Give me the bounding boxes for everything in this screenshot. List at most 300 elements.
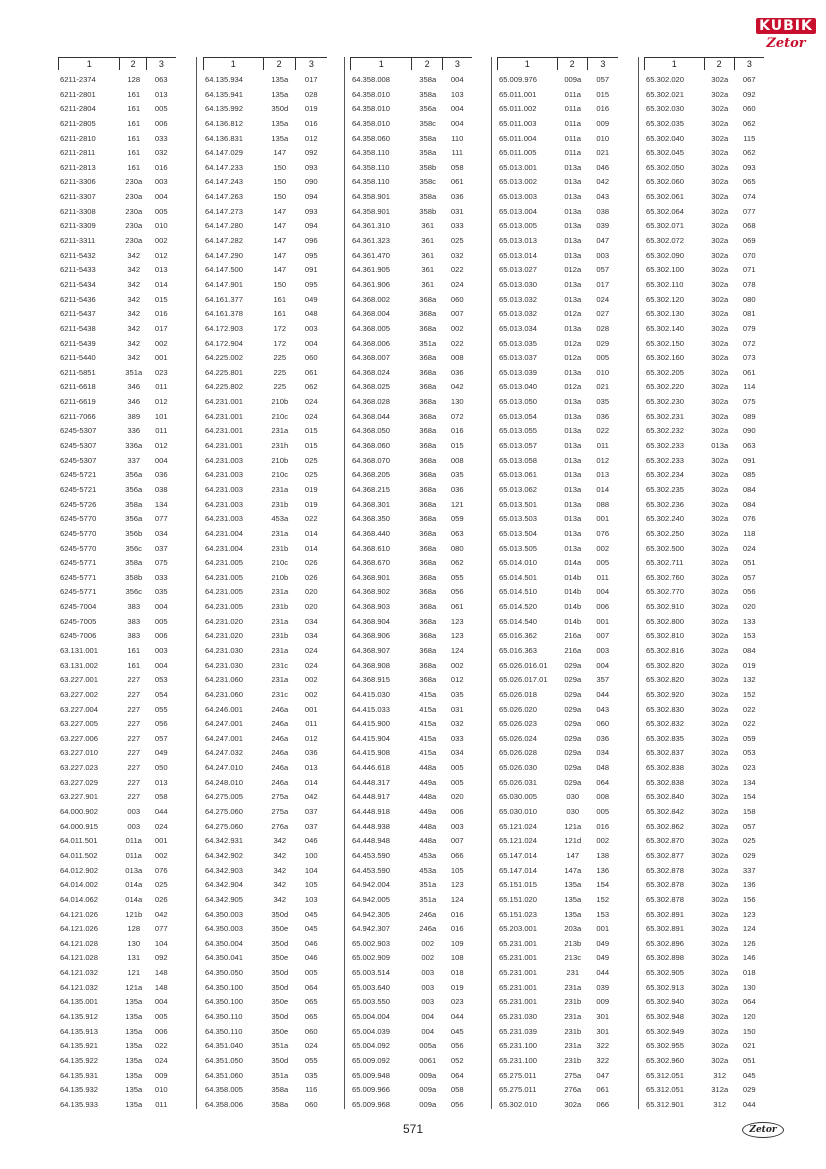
- part-number: 65.231.001: [499, 938, 538, 948]
- part-number: 65.013.003: [499, 192, 538, 202]
- part-number: 64.358.005: [205, 1085, 244, 1095]
- figure-number: 013a: [564, 279, 582, 289]
- table-row: [644, 117, 764, 132]
- part-number: 64.247.010: [205, 763, 244, 773]
- table-row: [58, 322, 176, 337]
- table-row: [203, 219, 327, 234]
- figure-number: 358a: [419, 192, 437, 202]
- figure-number: 147: [273, 236, 287, 246]
- figure-number: 302a: [711, 367, 729, 377]
- position-number: 146: [742, 953, 756, 963]
- figure-number: 131: [127, 953, 141, 963]
- position-number: 005: [596, 353, 610, 363]
- position-number: 021: [596, 382, 610, 392]
- figure-number: 342: [127, 265, 141, 275]
- table-row: [350, 966, 472, 981]
- figure-number: 014a: [564, 558, 582, 568]
- table-row: [203, 102, 327, 117]
- part-number: 65.013.057: [499, 441, 538, 451]
- header-cell: 3: [158, 59, 164, 69]
- position-number: 100: [304, 850, 318, 860]
- figure-number: 302a: [711, 118, 729, 128]
- table-row: [350, 1054, 472, 1069]
- position-number: 057: [596, 265, 610, 275]
- table-row: [350, 790, 472, 805]
- part-number: 65.026.023: [499, 719, 538, 729]
- part-number: 65.231.001: [499, 953, 538, 963]
- header-cell: 2: [705, 58, 735, 70]
- figure-number: 230a: [125, 236, 143, 246]
- part-number: 65.302.233: [646, 455, 685, 465]
- table-row: [497, 922, 618, 937]
- figure-number: 302a: [711, 148, 729, 158]
- figure-number: 013a: [564, 323, 582, 333]
- table-row: [203, 498, 327, 513]
- table-row: [58, 585, 176, 600]
- figure-number: 147a: [564, 865, 582, 875]
- figure-number: 013a: [564, 426, 582, 436]
- figure-number: 368a: [419, 660, 437, 670]
- figure-number: 135a: [125, 1070, 143, 1080]
- figure-number: 013a: [564, 177, 582, 187]
- position-number: 092: [154, 953, 168, 963]
- table-row: [497, 966, 618, 981]
- position-number: 060: [596, 719, 610, 729]
- figure-number: 368a: [419, 675, 437, 685]
- position-number: 058: [450, 162, 464, 172]
- table-row: [350, 146, 472, 161]
- part-number: 63.227.006: [60, 733, 99, 743]
- figure-number: 013a: [564, 441, 582, 451]
- part-number: 64.121.028: [60, 953, 99, 963]
- figure-number: 227: [127, 792, 141, 802]
- table-row: [350, 337, 472, 352]
- part-number: 64.246.001: [205, 704, 244, 714]
- table-row: [644, 410, 764, 425]
- part-number: 64.231.001: [205, 411, 244, 421]
- figure-number: 389: [127, 411, 141, 421]
- figure-number: 135a: [125, 1012, 143, 1021]
- position-number: 009: [596, 997, 610, 1007]
- table-row: [58, 1083, 176, 1098]
- position-number: 053: [154, 675, 168, 685]
- figure-number: 003: [127, 807, 141, 817]
- table-row: [58, 688, 176, 703]
- position-number: 020: [742, 602, 756, 612]
- figure-number: 231b: [564, 1026, 582, 1036]
- position-number: 004: [596, 587, 610, 597]
- table-row: [644, 102, 764, 117]
- table-row: [58, 1039, 176, 1054]
- figure-number: 002: [421, 938, 435, 948]
- figure-number: 231a: [564, 1041, 582, 1051]
- position-number: 060: [742, 104, 756, 114]
- position-number: 022: [742, 704, 756, 714]
- table-row: [58, 278, 176, 293]
- part-number: 65.013.030: [499, 279, 538, 289]
- table-row: [350, 732, 472, 747]
- position-number: 014: [304, 528, 318, 538]
- figure-number: 135a: [271, 118, 289, 128]
- figure-number: 368a: [419, 397, 437, 407]
- part-number: 65.302.010: [499, 1099, 538, 1109]
- figure-number: 302a: [711, 265, 729, 275]
- part-number: 65.302.020: [646, 75, 685, 84]
- figure-number: 312: [713, 1070, 727, 1080]
- table-row: [644, 351, 764, 366]
- table-row: [497, 864, 618, 879]
- position-number: 056: [450, 1041, 464, 1051]
- figure-number: 231h: [271, 441, 289, 451]
- position-number: 076: [742, 514, 756, 524]
- table-row: [203, 1054, 327, 1069]
- table-row: [350, 161, 472, 176]
- figure-number: 356a: [419, 104, 437, 114]
- table-row: [644, 1010, 764, 1025]
- position-number: 003: [596, 250, 610, 260]
- table-row: [644, 366, 764, 381]
- figure-number: 302a: [711, 836, 729, 846]
- part-number: 65.302.832: [646, 719, 685, 729]
- position-number: 022: [596, 426, 610, 436]
- figure-number: 231c: [271, 689, 288, 699]
- position-number: 091: [742, 455, 756, 465]
- figure-number: 358a: [419, 75, 437, 84]
- figure-number: 350e: [271, 924, 289, 934]
- table-row: [350, 234, 472, 249]
- figure-number: 135a: [564, 880, 582, 890]
- part-number: 64.135.913: [60, 1026, 99, 1036]
- table-row: [350, 688, 472, 703]
- table-row: [203, 424, 327, 439]
- figure-number: 302a: [711, 1041, 729, 1051]
- figure-number: 302a: [711, 733, 729, 743]
- position-number: 002: [304, 689, 318, 699]
- part-number: 64.147.282: [205, 236, 244, 246]
- figure-number: 302a: [711, 938, 729, 948]
- position-number: 060: [450, 294, 464, 304]
- part-number: 65.302.877: [646, 850, 685, 860]
- part-number: 64.415.030: [352, 689, 391, 699]
- table-row: [203, 951, 327, 966]
- table-row: [644, 395, 764, 410]
- position-number: 011: [155, 426, 168, 436]
- figure-number: 231b: [271, 631, 289, 641]
- figure-number: 368a: [419, 294, 437, 304]
- position-number: 084: [742, 499, 756, 509]
- figure-number: 302a: [711, 294, 729, 304]
- part-number: 65.302.948: [646, 1012, 685, 1021]
- table-row: [350, 1098, 472, 1113]
- part-number: 64.247.001: [205, 733, 244, 743]
- position-number: 024: [304, 660, 318, 670]
- figure-number: 361: [421, 221, 435, 231]
- figure-number: 029a: [564, 733, 582, 743]
- position-number: 104: [154, 938, 168, 948]
- part-number: 64.231.060: [205, 675, 244, 685]
- position-number: 108: [450, 953, 464, 963]
- position-number: 154: [742, 792, 756, 802]
- position-number: 055: [450, 572, 464, 582]
- figure-number: 342: [273, 850, 287, 860]
- figure-number: 368a: [419, 470, 437, 480]
- part-number: 65.302.230: [646, 397, 685, 407]
- figure-number: 172: [273, 323, 287, 333]
- table-row: [497, 161, 618, 176]
- part-number: 64.448.918: [352, 807, 391, 817]
- position-number: 021: [596, 148, 610, 158]
- part-number: 65.231.001: [499, 982, 538, 992]
- figure-number: 0061: [419, 1055, 437, 1065]
- part-number: 65.302.061: [646, 192, 685, 202]
- part-number: 64.361.906: [352, 279, 391, 289]
- table-row: [497, 556, 618, 571]
- table-row: [497, 219, 618, 234]
- figure-number: 004: [421, 1026, 435, 1036]
- table-row: [497, 776, 618, 791]
- header-cell: 2: [558, 58, 588, 70]
- figure-number: 337: [127, 455, 141, 465]
- position-number: 037: [304, 807, 318, 817]
- position-number: 158: [742, 807, 756, 817]
- table-row: [644, 922, 764, 937]
- part-number: 65.003.640: [352, 982, 391, 992]
- table-row: [497, 717, 618, 732]
- position-number: 022: [450, 265, 464, 275]
- part-number: 65.121.024: [499, 836, 538, 846]
- position-number: 090: [742, 426, 756, 436]
- figure-number: 368a: [419, 543, 437, 553]
- table-row: [350, 249, 472, 264]
- table-row: [497, 659, 618, 674]
- table-row: [497, 746, 618, 761]
- part-number: 64.415.908: [352, 748, 391, 758]
- position-number: 002: [304, 675, 318, 685]
- position-number: 096: [304, 236, 318, 246]
- position-number: 011: [596, 572, 609, 582]
- position-number: 072: [742, 338, 756, 348]
- table-row: [203, 454, 327, 469]
- part-number: 64.231.030: [205, 645, 244, 655]
- table-row: [350, 585, 472, 600]
- figure-number: 358c: [419, 118, 436, 128]
- position-number: 045: [304, 909, 318, 919]
- position-number: 133: [742, 616, 756, 626]
- part-number: 65.009.976: [499, 75, 538, 84]
- figure-number: 302a: [564, 1099, 582, 1109]
- table-row: [58, 820, 176, 835]
- part-number: 65.302.949: [646, 1026, 685, 1036]
- part-number: 65.013.061: [499, 470, 538, 480]
- table-row: [644, 322, 764, 337]
- position-number: 026: [154, 894, 168, 904]
- position-number: 062: [450, 558, 464, 568]
- figure-number: 029a: [564, 675, 582, 685]
- part-number: 64.350.003: [205, 924, 244, 934]
- part-number: 64.358.110: [352, 177, 390, 187]
- table-row: [350, 893, 472, 908]
- table-row: [58, 249, 176, 264]
- position-number: 003: [304, 323, 318, 333]
- part-number: 65.302.896: [646, 938, 685, 948]
- figure-number: 448a: [419, 792, 437, 802]
- part-number: 64.172.903: [205, 323, 244, 333]
- position-number: 043: [596, 192, 610, 202]
- part-number: 65.030.010: [499, 807, 538, 817]
- table-row: [644, 951, 764, 966]
- table-row: [350, 673, 472, 688]
- part-number: 65.302.770: [646, 587, 685, 597]
- table-row: [644, 337, 764, 352]
- table-row: [203, 761, 327, 776]
- table-row: [58, 337, 176, 352]
- figure-number: 368a: [419, 411, 437, 421]
- table-row: [350, 600, 472, 615]
- figure-number: 448a: [419, 763, 437, 773]
- position-number: 124: [450, 894, 464, 904]
- figure-number: 147: [273, 250, 287, 260]
- table-row: [644, 556, 764, 571]
- table-row: [58, 293, 176, 308]
- table-row: [497, 278, 618, 293]
- position-number: 033: [450, 221, 464, 231]
- part-number: 65.231.001: [499, 997, 538, 1007]
- part-number: 65.004.004: [352, 1012, 391, 1021]
- part-number: 6211-5438: [60, 323, 96, 333]
- part-number: 65.302.760: [646, 572, 685, 582]
- figure-number: 368a: [419, 426, 437, 436]
- table-row: [497, 395, 618, 410]
- figure-number: 351a: [271, 1070, 289, 1080]
- table-row: [58, 380, 176, 395]
- part-number: 65.302.040: [646, 133, 685, 143]
- position-number: 075: [742, 397, 756, 407]
- table-row: [350, 395, 472, 410]
- position-number: 059: [742, 733, 756, 743]
- position-number: 027: [596, 309, 610, 319]
- table-row: [497, 205, 618, 220]
- table-row: [644, 790, 764, 805]
- figure-number: 230a: [125, 221, 143, 231]
- figure-number: 342: [273, 894, 287, 904]
- position-number: 004: [154, 997, 168, 1007]
- table-row: [497, 88, 618, 103]
- position-number: 012: [450, 675, 464, 685]
- table-row: [350, 380, 472, 395]
- table-row: [350, 922, 472, 937]
- table-row: [497, 1054, 618, 1069]
- figure-number: 231a: [271, 528, 289, 538]
- position-number: 024: [450, 279, 464, 289]
- table-row: [497, 146, 618, 161]
- figure-number: 231a: [271, 645, 289, 655]
- part-number: 65.302.071: [646, 221, 685, 231]
- figure-number: 383: [127, 602, 141, 612]
- figure-number: 161: [273, 309, 287, 319]
- zetor-footer-logo: Zetor: [742, 1122, 784, 1138]
- position-number: 118: [743, 528, 756, 538]
- part-number: 64.231.003: [205, 455, 244, 465]
- position-number: 065: [304, 997, 318, 1007]
- table-row: [644, 834, 764, 849]
- part-number: 65.016.363: [499, 645, 538, 655]
- position-number: 034: [596, 748, 610, 758]
- table-row: [644, 498, 764, 513]
- figure-number: 011a: [125, 850, 142, 860]
- position-number: 024: [596, 294, 610, 304]
- figure-number: 302a: [711, 894, 729, 904]
- figure-number: 448a: [419, 836, 437, 846]
- position-number: 061: [596, 1085, 610, 1095]
- table-row: [497, 805, 618, 820]
- figure-number: 383: [127, 616, 141, 626]
- table-row: [58, 73, 176, 88]
- part-number: 65.302.021: [646, 89, 685, 99]
- figure-number: 013a: [564, 484, 582, 494]
- position-number: 016: [450, 909, 464, 919]
- part-number: 64.135.992: [205, 104, 244, 114]
- position-number: 036: [154, 470, 168, 480]
- table-row: [203, 293, 327, 308]
- figure-number: 013a: [564, 162, 582, 172]
- position-number: 004: [450, 104, 464, 114]
- position-number: 005: [154, 1012, 168, 1021]
- table-row: [350, 498, 472, 513]
- table-row: [203, 834, 327, 849]
- table-row: [58, 424, 176, 439]
- part-number: 64.121.028: [60, 938, 99, 948]
- figure-number: 356c: [125, 587, 142, 597]
- figure-number: 161: [127, 645, 141, 655]
- table-row: [58, 981, 176, 996]
- position-number: 033: [450, 733, 464, 743]
- position-number: 024: [304, 645, 318, 655]
- position-number: 016: [304, 118, 318, 128]
- position-number: 301: [596, 1012, 610, 1021]
- position-number: 026: [304, 558, 318, 568]
- part-number: 6211-2804: [60, 104, 96, 114]
- position-number: 035: [450, 470, 464, 480]
- figure-number: 011a: [564, 118, 581, 128]
- table-row: [497, 293, 618, 308]
- figure-number: 312a: [711, 1085, 729, 1095]
- position-number: 022: [154, 1041, 168, 1051]
- page-number: 571: [402, 1122, 424, 1136]
- table-row: [350, 703, 472, 718]
- part-number: 64.147.500: [205, 265, 244, 275]
- table-row: [58, 922, 176, 937]
- figure-number: 013a: [564, 206, 582, 216]
- index-column-3: [350, 57, 472, 1112]
- position-number: 004: [450, 75, 464, 84]
- position-number: 120: [742, 1012, 756, 1021]
- part-number: 65.026.017.01: [499, 675, 548, 685]
- table-row: [497, 190, 618, 205]
- figure-number: 302a: [711, 162, 729, 172]
- part-number: 6211-5440: [60, 353, 96, 363]
- position-number: 010: [154, 221, 168, 231]
- table-row: [350, 805, 472, 820]
- part-number: 65.151.023: [499, 909, 538, 919]
- table-row: [497, 703, 618, 718]
- position-number: 154: [596, 880, 610, 890]
- position-number: 031: [450, 704, 464, 714]
- part-number: 64.014.002: [60, 880, 99, 890]
- table-row: [58, 410, 176, 425]
- table-row: [58, 849, 176, 864]
- figure-number: 453a: [419, 865, 437, 875]
- position-number: 057: [742, 572, 756, 582]
